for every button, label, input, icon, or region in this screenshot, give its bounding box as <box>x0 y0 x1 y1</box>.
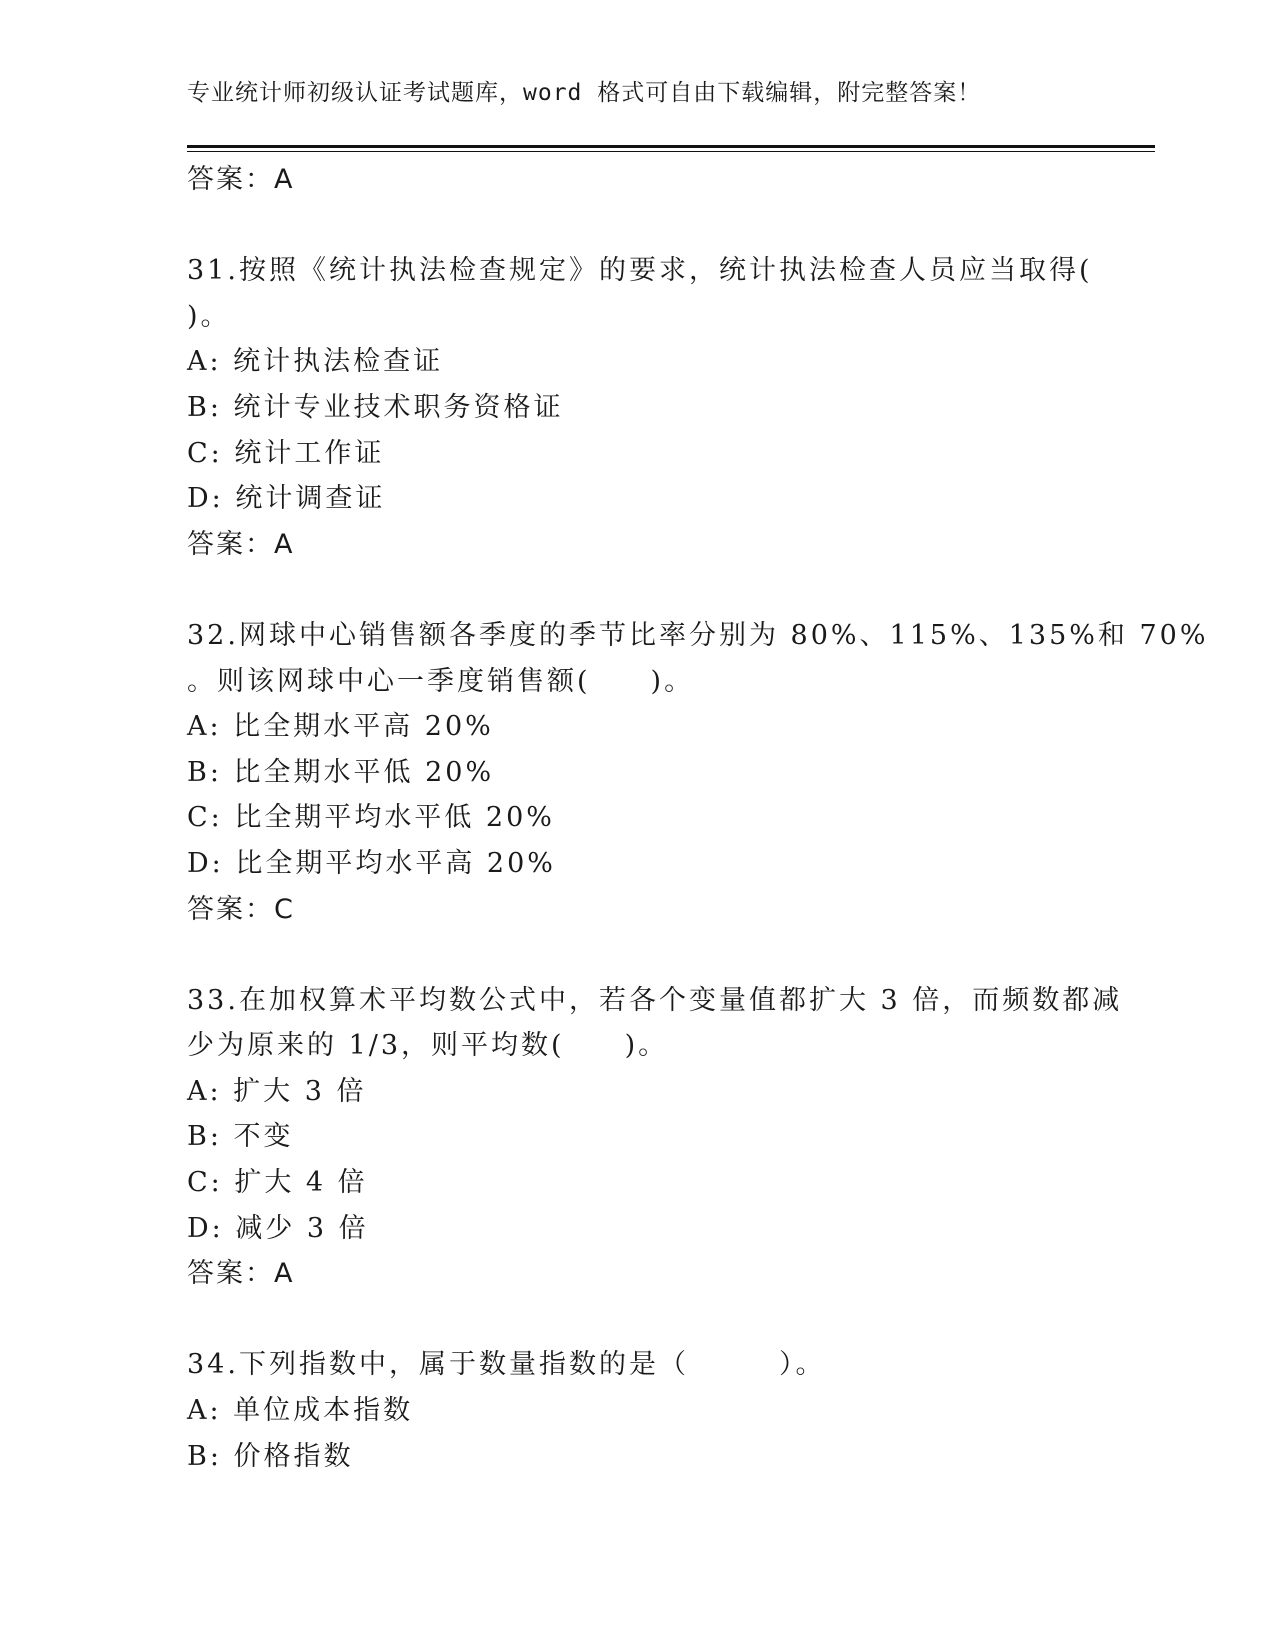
question-33 <box>187 978 1123 1297</box>
answer: 答案：C <box>187 893 295 925</box>
question-31 <box>187 248 1093 567</box>
answer-q30: 答案：A <box>187 164 295 195</box>
question-text: 31.按照《统计执法检查规定》的要求，统计执法检查人员应当取得( <box>187 255 1093 287</box>
option-a: A: 单位成本指数 <box>187 1395 414 1427</box>
question-text-continued: )。 <box>187 300 231 332</box>
question-34 <box>187 1342 1087 1479</box>
option-b: B: 比全期水平低 20% <box>187 756 495 788</box>
option-c: C: 扩大 4 倍 <box>187 1167 368 1199</box>
question-32 <box>187 613 1209 932</box>
option-d: D: 比全期平均水平高 20% <box>187 847 556 879</box>
spacer <box>187 1297 1087 1343</box>
answer: 答案：A <box>187 1258 295 1290</box>
answer: 答案：A <box>187 528 295 560</box>
header-rule-thick <box>187 145 1155 148</box>
option-b: B: 不变 <box>187 1121 294 1153</box>
option-c: C: 比全期平均水平低 20% <box>187 802 555 834</box>
option-a: A: 统计执法检查证 <box>187 346 444 378</box>
spacer <box>187 932 1087 978</box>
spacer <box>187 567 1087 613</box>
question-text: 32.网球中心销售额各季度的季节比率分别为 80%、115%、135%和 70% <box>187 619 1209 651</box>
option-d: D: 减少 3 倍 <box>187 1212 369 1244</box>
option-a: A: 比全期水平高 20% <box>187 711 494 743</box>
question-list <box>187 157 1209 1479</box>
option-c: C: 统计工作证 <box>187 437 385 469</box>
header-rule-thin <box>187 151 1155 152</box>
option-b: B: 统计专业技术职务资格证 <box>187 391 564 423</box>
option-b: B: 价格指数 <box>187 1440 354 1472</box>
spacer <box>187 203 1087 249</box>
option-a: A: 扩大 3 倍 <box>187 1075 367 1107</box>
question-text-continued: 少为原来的 1/3，则平均数( )。 <box>187 1030 669 1062</box>
question-text-continued: 。则该网球中心一季度销售额( )。 <box>187 665 695 697</box>
option-d: D: 统计调查证 <box>187 483 386 515</box>
question-text: 34.下列指数中，属于数量指数的是（ ）。 <box>187 1349 826 1381</box>
question-text: 33.在加权算术平均数公式中，若各个变量值都扩大 3 倍，而频数都减 <box>187 984 1123 1016</box>
page-header: 专业统计师初级认证考试题库，word 格式可自由下载编辑，附完整答案！ <box>187 80 982 106</box>
